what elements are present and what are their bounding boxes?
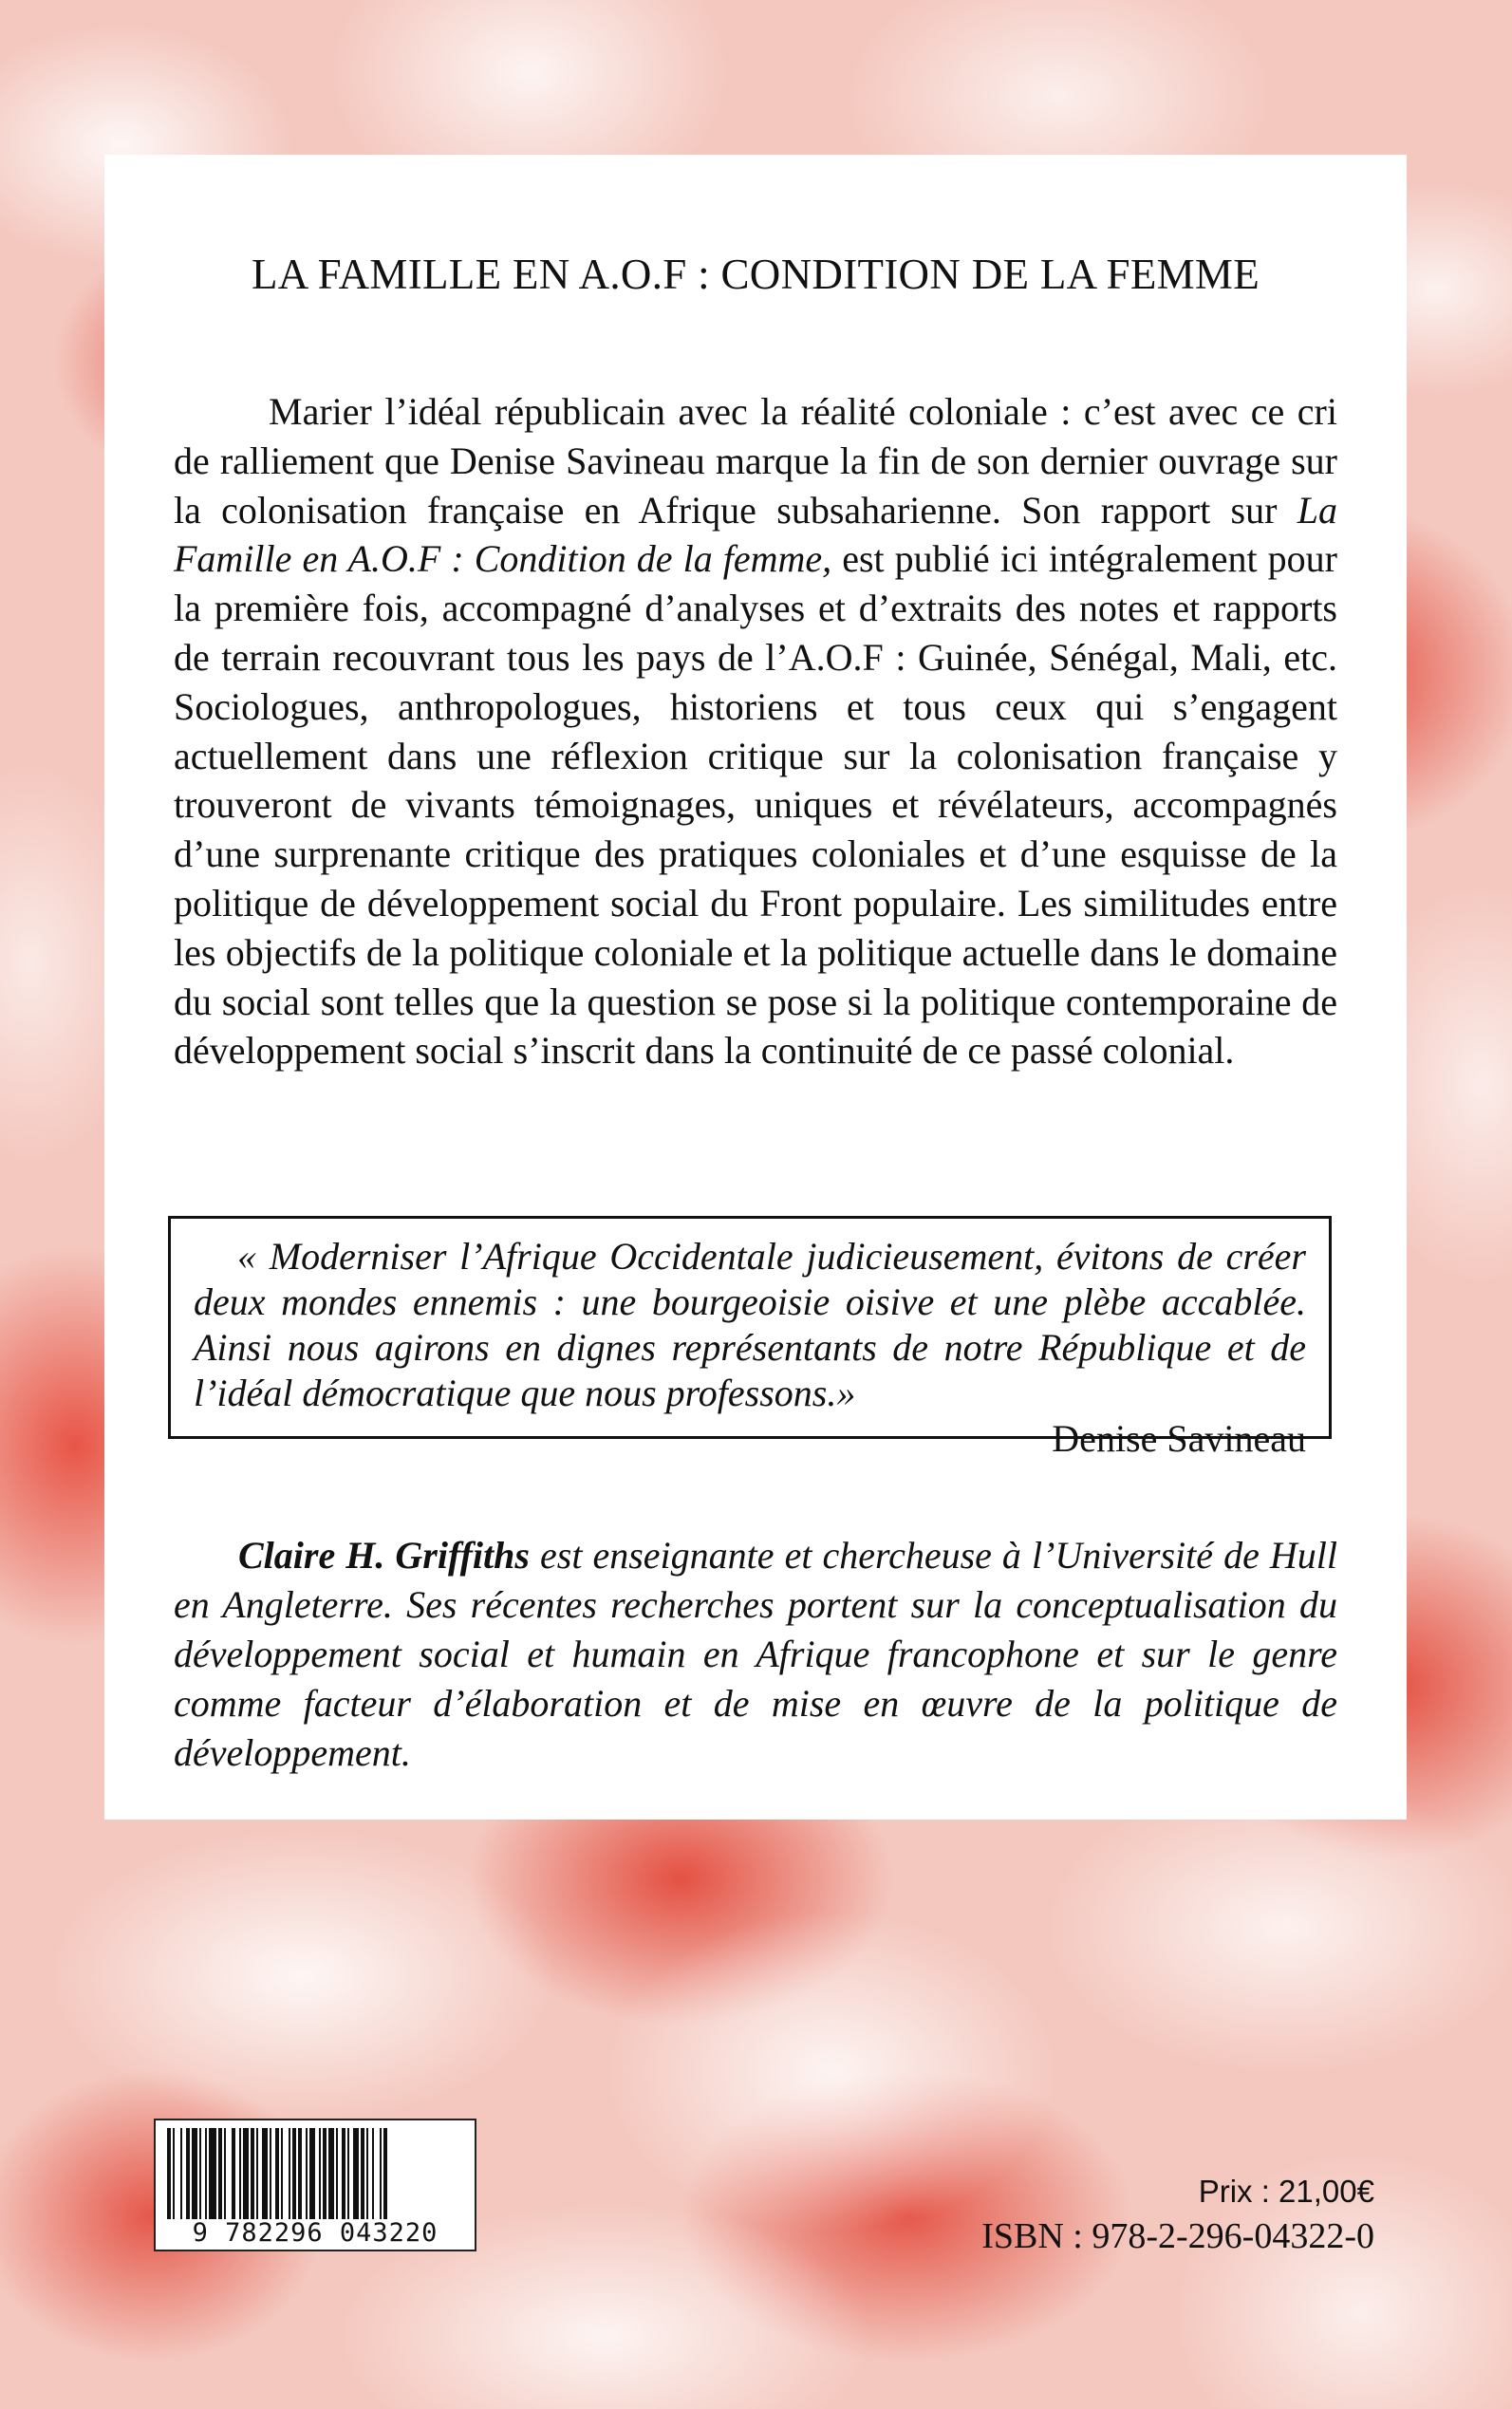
quote-box	[168, 1216, 1332, 1460]
barcode-digits: 9 782296 043220	[192, 2218, 439, 2248]
summary-text-end: est publié ici intégralement pour la première fois, accompagné d’analyses et d’extraits des notes et rapports de terrain recouvrant tous les pays de l’A.O.F : Guinée, Sénégal, Mali, etc. Sociologues, anthropologues, historiens et tous ceux qui s’engagent actuellement dans une réflexion critique sur la colonisation française y trouveront de vivants témoignages, uniques et révélateurs, accompagnés d’une surprenante critique des pratiques coloniales et d’une esquisse de la politique de développement social du Front populaire. Les similitudes entre les objectifs de la politique coloniale et la politique actuelle dans le domaine du social sont telles que la question se pose si la politique contemporaine de développement social s’inscrit dans la continuité de ce passé colonial.	[174, 537, 1337, 1073]
quote-text: « Moderniser l’Afrique Occidentale judicieusement, évitons de créer deux mondes ennemis : une bourgeoisie oisive et une plèbe accablée. Ainsi nous agirons en dignes représentants de notre République et de l’idéal démocratique que nous professons.»	[194, 1235, 1306, 1414]
quote-author: Denise Savineau	[1052, 1417, 1306, 1460]
barcode	[154, 2119, 476, 2251]
summary-paragraph	[174, 387, 1337, 1075]
author-bio	[174, 1531, 1337, 1778]
author-bio-text: est enseignante et chercheuse à l’Université de Hull en Angleterre. Ses récentes recherches portent sur la conceptualisation du développement social et humain en Afrique francophone et sur le genre comme facteur d’élaboration et de mise en œuvre de la politique de développement.	[174, 1534, 1337, 1774]
price: Prix : 21,00€	[1198, 2174, 1374, 2209]
report-title: La Famille en A.O.F : Condition de la femme,	[174, 488, 1337, 581]
barcode-bars-icon	[167, 2128, 467, 2219]
isbn: ISBN : 978-2-296-04322-0	[981, 2216, 1374, 2256]
book-title: LA FAMILLE EN A.O.F : CONDITION DE LA FEMME	[251, 251, 1260, 298]
summary-text-start: Marier l’idéal républicain avec la réalité coloniale : c’est avec ce cri de ralliement que Denise Savineau marque la fin de son dernier ouvrage sur la colonisation française en Afrique subsaharienne. Son rapport sur	[174, 390, 1337, 532]
author-name: Claire H. Griffiths	[238, 1534, 530, 1577]
text-panel	[104, 155, 1407, 1820]
